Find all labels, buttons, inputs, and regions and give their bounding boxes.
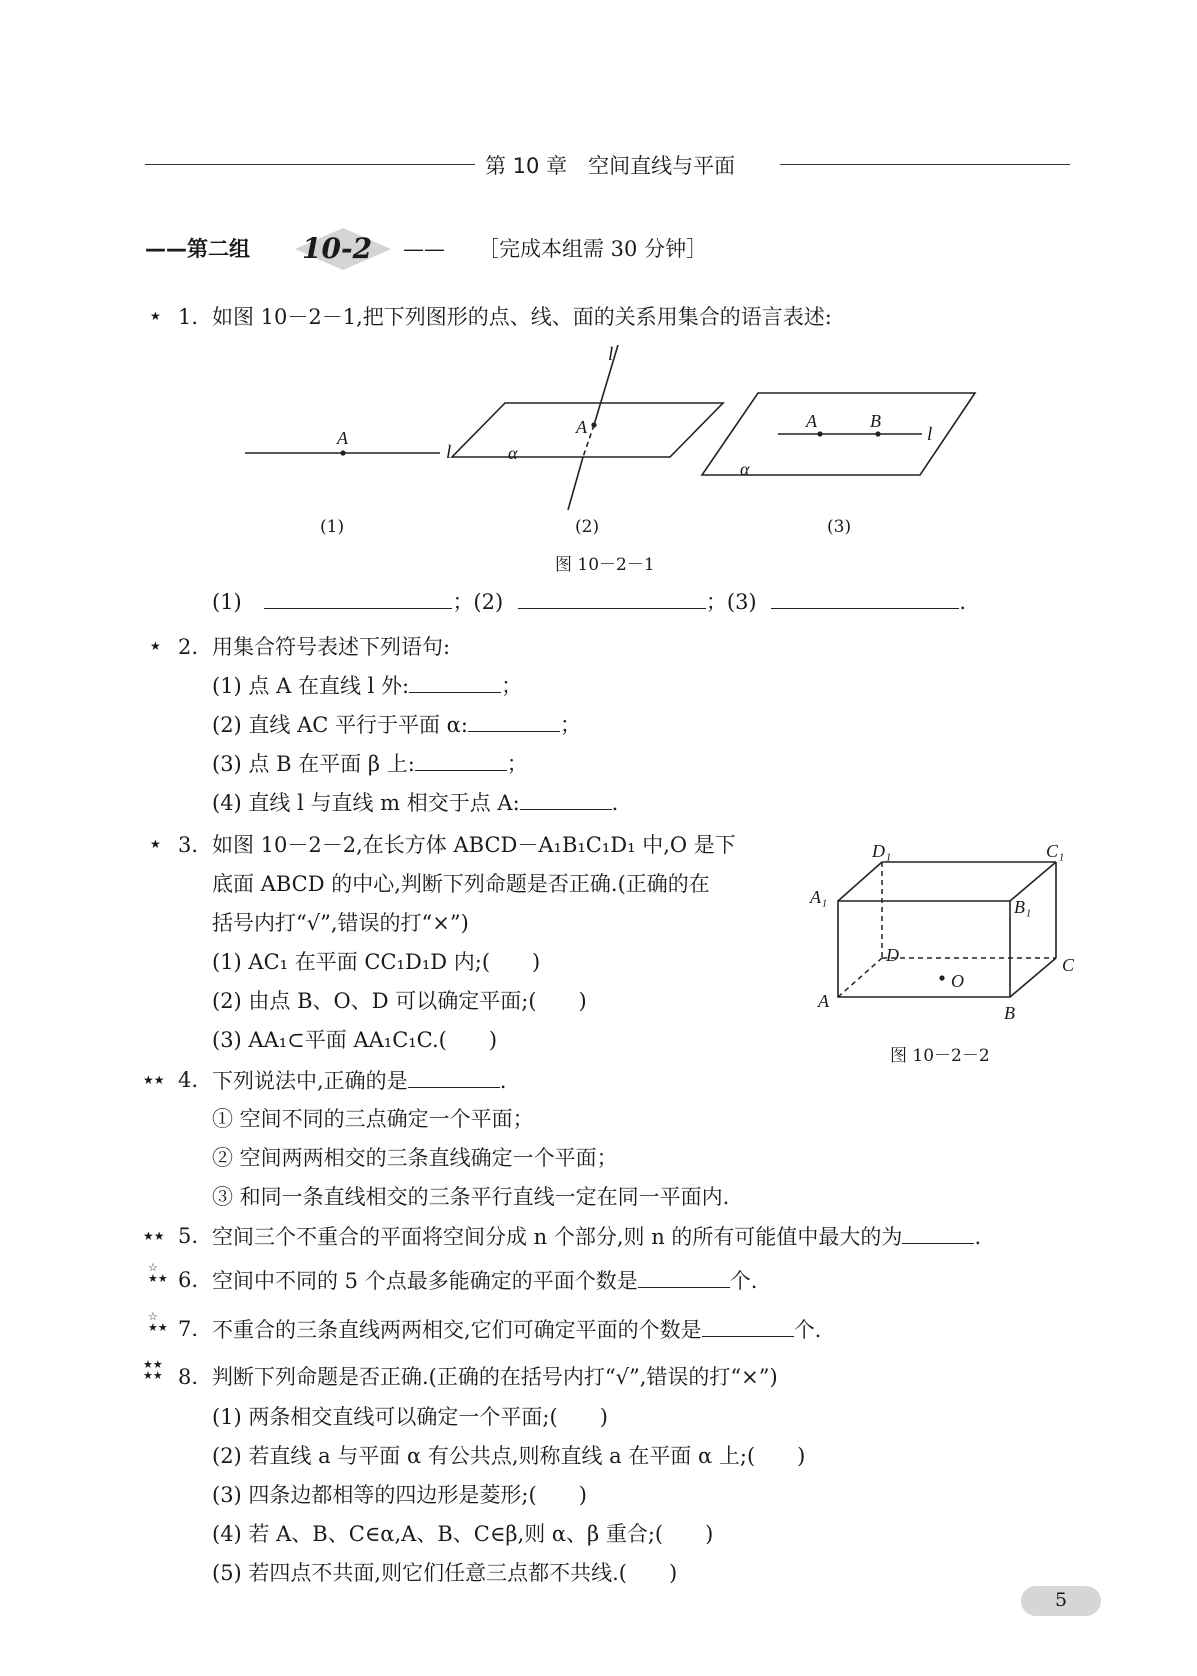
q1-answer-label-3: ；(3) [705, 590, 757, 614]
q6-blank[interactable] [638, 1267, 730, 1288]
q1-answer-row [212, 588, 966, 615]
q8-number: 8. [178, 1365, 199, 1389]
q5-text: 空间三个不重合的平面将空间分成 n 个部分,则 n 的所有可能值中最大的为 [212, 1225, 903, 1249]
q8-item-4: (4) 若 A、B、C∈α,A、B、C∈β,则 α、β 重合;( ) [212, 1522, 714, 1546]
q3-item-3: (3) AA₁⊂平面 AA₁C₁C.( ) [212, 1028, 498, 1052]
q7-text-row: 不重合的三条直线两两相交,它们可确定平面的个数是 个. [212, 1318, 822, 1342]
fig1-label-l: l [446, 442, 452, 463]
group-code: 10-2 [302, 232, 373, 265]
figure-10-2-2 [820, 850, 1080, 1020]
difficulty-star-icon: ★ [150, 639, 161, 653]
cuboid-edge-A1D1 [838, 862, 882, 901]
fig3-point-A [817, 431, 822, 436]
q1-answer-end: . [959, 590, 966, 614]
fig2-line-lower [568, 457, 583, 510]
fig3-label-A: A [806, 411, 817, 431]
header-rule-right [780, 164, 1070, 165]
fig1-label-A: A [337, 428, 348, 448]
q4-item-2: ② 空间两两相交的三条直线确定一个平面； [212, 1146, 618, 1170]
q3-line-1: 如图 10－2－2,在长方体 ABCD－A₁B₁C₁D₁ 中,O 是下 [212, 833, 736, 857]
q3-line-3: 括号内打“√”,错误的打“×”) [212, 911, 469, 935]
cuboid-label-B: B [1004, 1003, 1015, 1023]
fig3-label-alpha: α [740, 459, 750, 479]
q1-answer-blank-1[interactable] [264, 588, 452, 609]
cuboid-front-face [838, 901, 1010, 997]
q3-number: 3. [178, 833, 199, 857]
difficulty-star-icon: ★★ ★★ [143, 1358, 163, 1382]
cuboid-label-A: A [818, 991, 829, 1011]
difficulty-star-icon: ☆ ★★ [148, 1261, 168, 1285]
q1-answer-blank-3[interactable] [771, 588, 959, 609]
q4-blank[interactable] [408, 1067, 500, 1088]
q1-answer-label-1: (1) [212, 590, 242, 614]
q4-text-row: 下列说法中,正确的是 . [212, 1069, 507, 1093]
cuboid-label-D1: D₁ [872, 841, 892, 861]
q1-number: 1. [178, 305, 199, 329]
q2-blank-4[interactable] [520, 789, 612, 810]
q2-number: 2. [178, 635, 199, 659]
cuboid-label-C: C [1062, 955, 1075, 975]
q2-blank-2[interactable] [468, 711, 560, 732]
fig1-point-A [340, 450, 345, 455]
q1-text: 如图 10－2－1,把下列图形的点、线、面的关系用集合的语言表述: [212, 305, 832, 329]
q7-text: 不重合的三条直线两两相交,它们可确定平面的个数是 [212, 1318, 702, 1342]
q1-answer-blank-2[interactable] [518, 588, 706, 609]
q8-item-2: (2) 若直线 a 与平面 α 有公共点,则称直线 a 在平面 α 上;( ) [212, 1444, 806, 1468]
q5-blank[interactable] [902, 1223, 974, 1244]
q4-text: 下列说法中,正确的是 [212, 1069, 408, 1093]
q2-blank-3[interactable] [415, 750, 507, 771]
figure-caption-10-2-2: 图 10－2－2 [890, 1046, 990, 1066]
q6-number: 6. [178, 1268, 199, 1292]
q2-blank-1[interactable] [409, 672, 501, 693]
q8-item-3: (3) 四条边都相等的四边形是菱形;( ) [212, 1483, 587, 1507]
cuboid-edge-AD [838, 958, 882, 997]
fig2-label-l: l [608, 344, 614, 365]
q3-item-1: (1) AC₁ 在平面 CC₁D₁D 内;( ) [212, 950, 541, 974]
fig-sub-3: (3) [827, 517, 852, 537]
q2-item-4: (4) 直线 l 与直线 m 相交于点 A: . [212, 791, 619, 815]
q7-blank[interactable] [702, 1316, 794, 1337]
page-number-badge [1021, 1586, 1101, 1616]
group-dash: —— [403, 237, 445, 261]
q4-item-1: ① 空间不同的三点确定一个平面； [212, 1107, 534, 1131]
difficulty-star-icon: ★★ [143, 1229, 165, 1243]
fig2-plane [452, 403, 723, 457]
figure-caption-10-2-1: 图 10－2－1 [555, 555, 655, 575]
fig-sub-2: (2) [575, 517, 600, 537]
q4-number: 4. [178, 1068, 199, 1092]
cuboid-label-O: O [951, 971, 964, 991]
fig2-label-alpha: α [508, 443, 518, 463]
q2-item-3: (3) 点 B 在平面 β 上: ； [212, 752, 528, 776]
difficulty-star-icon: ★★ [143, 1073, 165, 1087]
q7-number: 7. [178, 1317, 199, 1341]
fig-sub-1: (1) [320, 517, 345, 537]
difficulty-star-icon: ☆ ★★ [148, 1310, 168, 1334]
cuboid-label-C1: C₁ [1046, 841, 1065, 861]
page-number: 5 [1054, 1589, 1068, 1611]
chapter-title: 第 10 章 空间直线与平面 [485, 154, 736, 178]
difficulty-star-icon: ★ [150, 309, 161, 323]
q6-text-row: 空间中不同的 5 个点最多能确定的平面个数是 个. [212, 1269, 758, 1293]
q2-item-1: (1) 点 A 在直线 l 外: ； [212, 674, 523, 698]
difficulty-star-icon: ★ [150, 837, 161, 851]
cuboid-edge-BC [1010, 958, 1056, 997]
q5-number: 5. [178, 1224, 199, 1248]
q3-line-2: 底面 ABCD 的中心,判断下列命题是否正确.(正确的在 [212, 872, 710, 896]
q8-item-5: (5) 若四点不共面,则它们任意三点都不共线.( ) [212, 1561, 678, 1585]
group-time: ［完成本组需 30 分钟］ [478, 237, 708, 261]
fig2-line-upper [594, 345, 618, 425]
header-rule-left [145, 164, 475, 165]
fig2-point-A [591, 422, 596, 427]
q8-item-1: (1) 两条相交直线可以确定一个平面;( ) [212, 1405, 608, 1429]
q3-item-2: (2) 由点 B、O、D 可以确定平面;( ) [212, 989, 587, 1013]
q8-text: 判断下列命题是否正确.(正确的在括号内打“√”,错误的打“×”) [212, 1365, 778, 1389]
group-prefix: ——第二组 [145, 237, 250, 261]
q6-text: 空间中不同的 5 个点最多能确定的平面个数是 [212, 1269, 638, 1293]
fig3-label-l: l [927, 424, 933, 445]
cuboid-label-B1: B₁ [1014, 897, 1032, 917]
q1-answer-label-2: ；(2) [452, 590, 504, 614]
cuboid-point-O [939, 975, 944, 980]
cuboid-label-A1: A₁ [810, 887, 828, 907]
cuboid-label-D: D [886, 945, 899, 965]
q4-item-3: ③ 和同一条直线相交的三条平行直线一定在同一平面内. [212, 1185, 730, 1209]
q5-text-row: 空间三个不重合的平面将空间分成 n 个部分,则 n 的所有可能值中最大的为 . [212, 1225, 982, 1249]
q2-item-2: (2) 直线 AC 平行于平面 α: ； [212, 713, 581, 737]
fig3-label-B: B [870, 411, 881, 431]
q2-text: 用集合符号表述下列语句: [212, 635, 451, 659]
fig2-label-A: A [576, 417, 587, 437]
